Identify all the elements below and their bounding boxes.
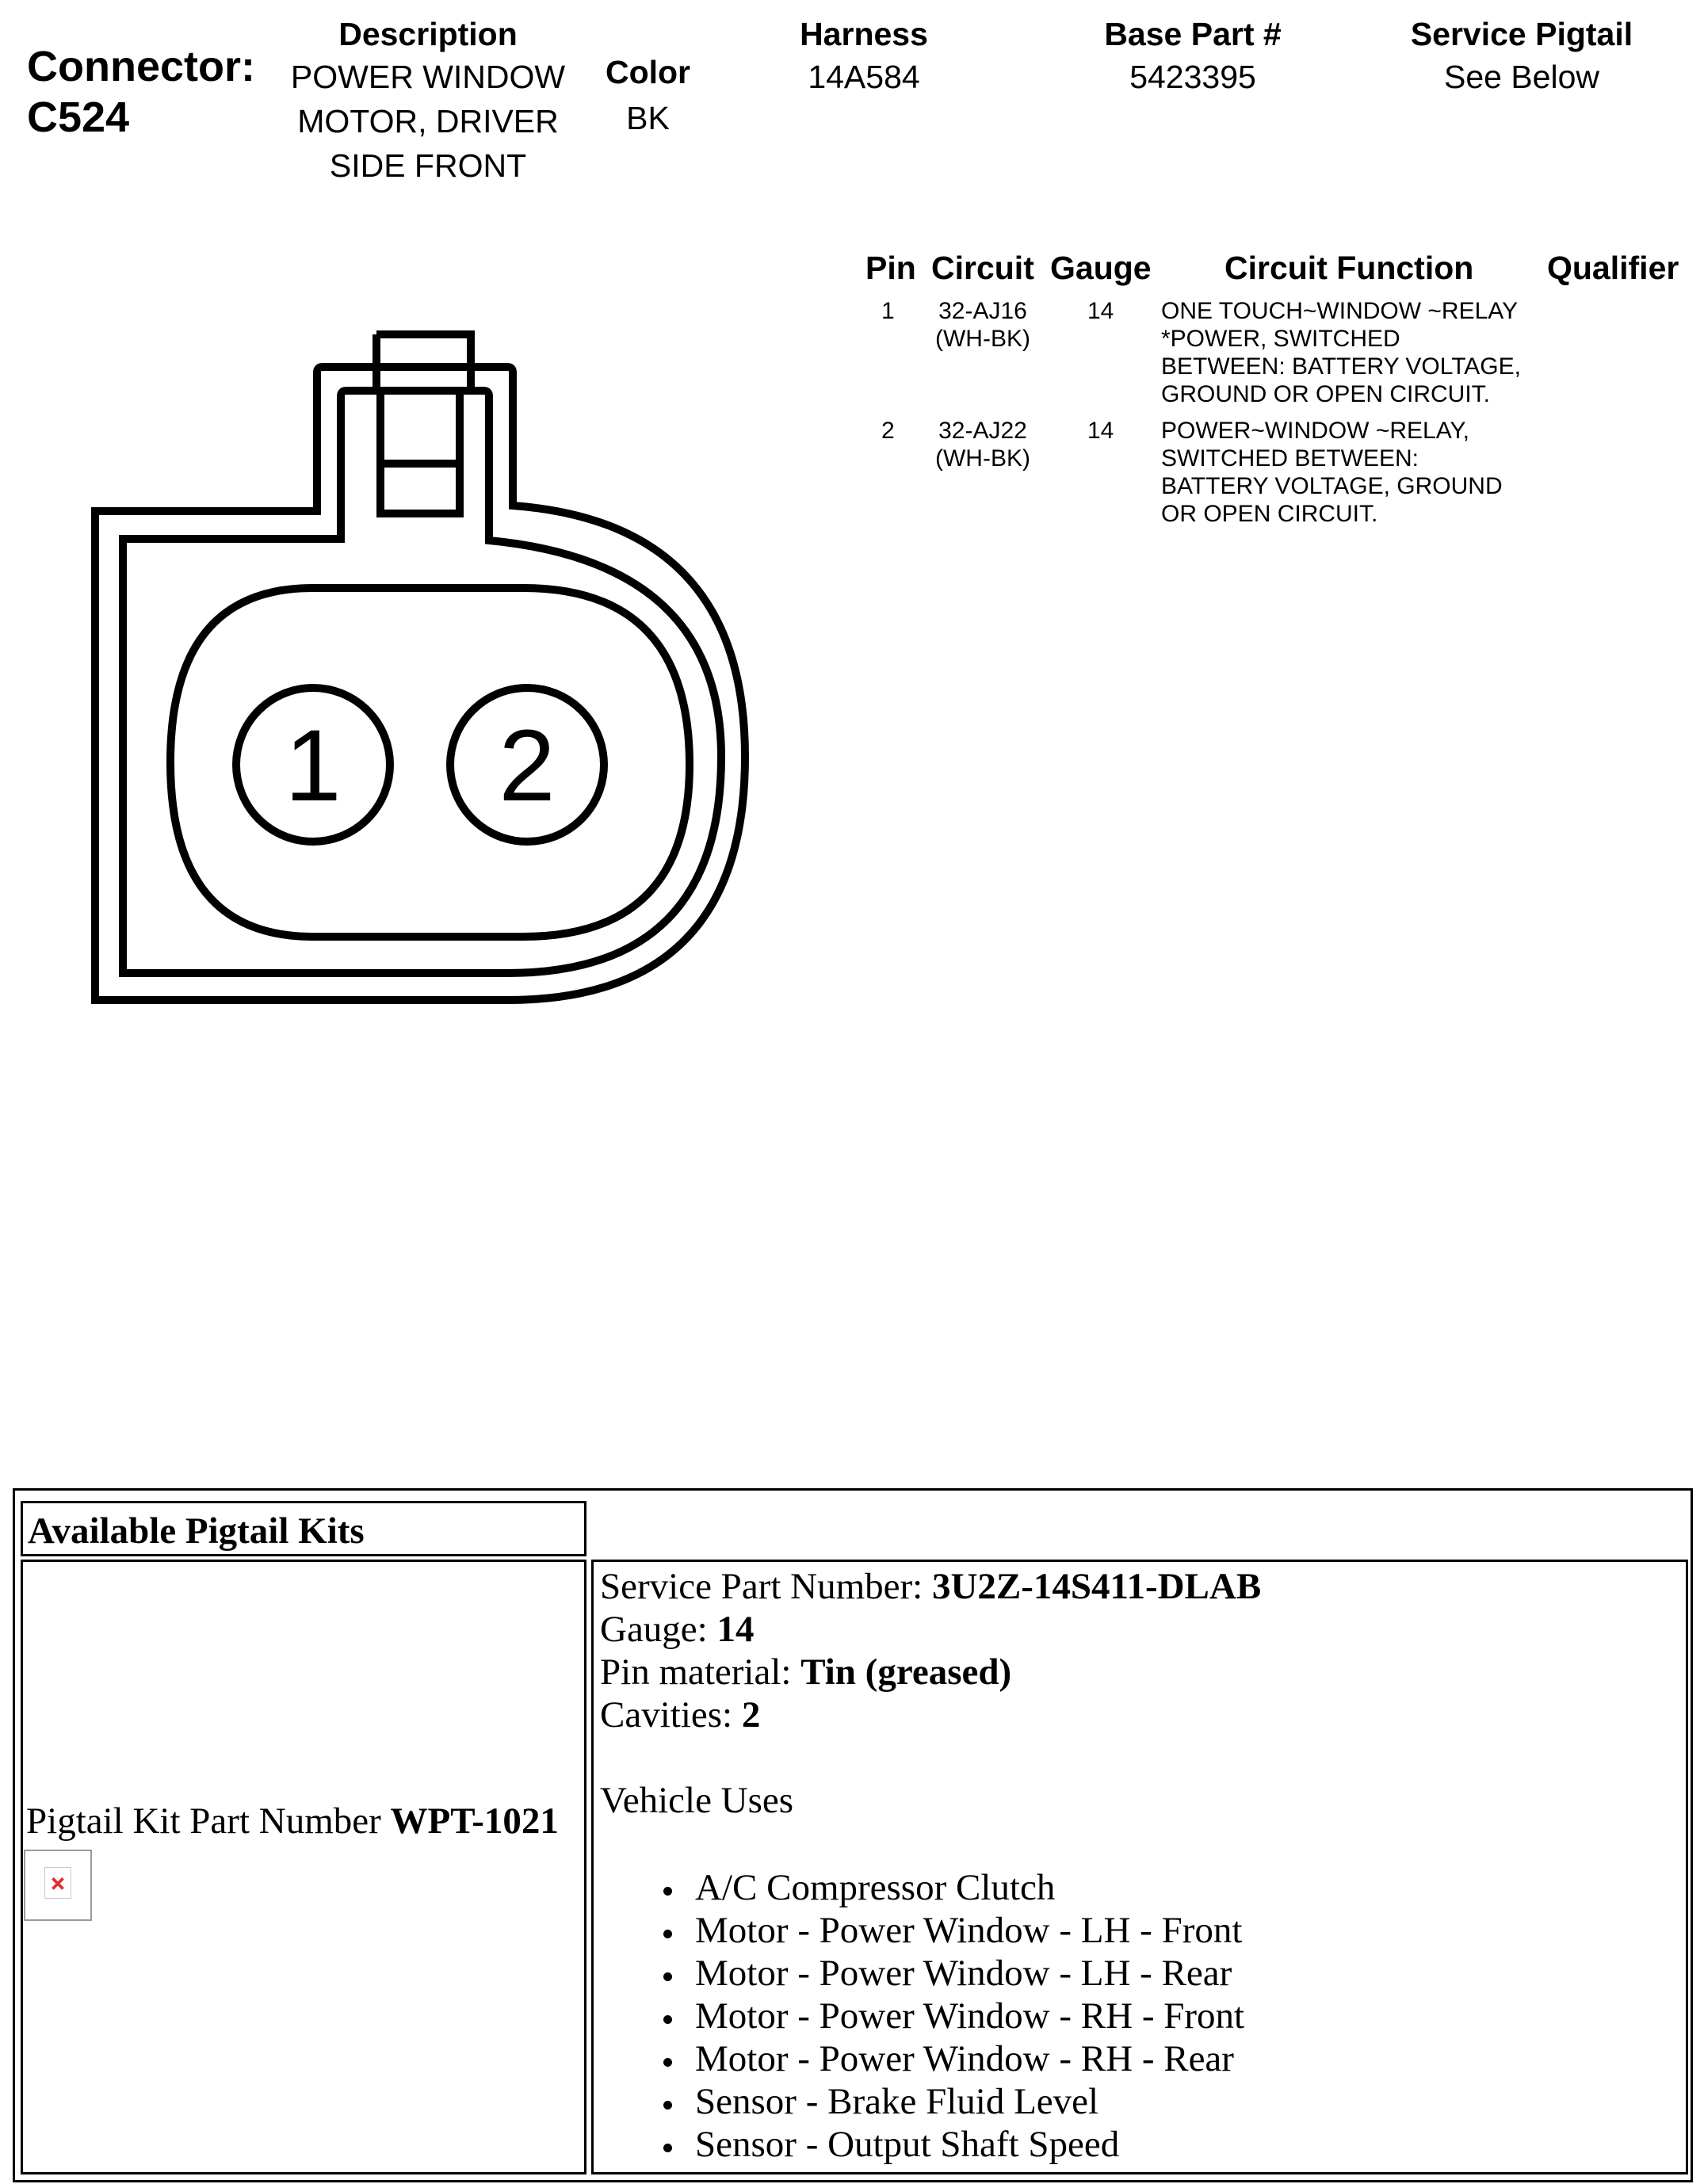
pigtail-kit-cell [21, 1560, 586, 2174]
pin-material-line [600, 1651, 1686, 1693]
vehicle-use-item: Motor - Power Window - LH - Rear [600, 1952, 1686, 1995]
cavities-value: 2 [741, 1694, 761, 1735]
row-1-pin: 1 [881, 298, 895, 324]
kit-number-line [26, 1800, 559, 1842]
row-2-circuit-color: (WH-BK) [935, 445, 1030, 472]
vehicle-use-item: Sensor - Brake Fluid Level [600, 2080, 1686, 2123]
kit-image-placeholder [24, 1850, 92, 1921]
row-1-function-line: GROUND OR OPEN CIRCUIT. [1161, 381, 1491, 407]
col-header-circuit-function: Circuit Function [1225, 250, 1474, 286]
row-2-circuit [935, 417, 1030, 472]
col-header-gauge: Gauge [1050, 250, 1152, 286]
row-2-function [1161, 417, 1503, 528]
vehicle-use-item: Sensor - Output Shaft Speed [600, 2123, 1686, 2166]
base-part-value: 5423395 [1129, 59, 1256, 95]
vehicle-use-item: Motor - Power Window - RH - Rear [600, 2037, 1686, 2080]
vehicle-use-item: A/C Compressor Clutch [600, 1866, 1686, 1909]
description-line: SIDE FRONT [329, 147, 527, 184]
service-pigtail-block [1379, 16, 1664, 99]
harness-value: 14A584 [808, 59, 920, 95]
vehicle-use-item: Motor - Power Window - RH - Front [600, 1995, 1686, 2037]
row-2-function-line: POWER~WINDOW ~RELAY, [1161, 418, 1469, 444]
cavity-outline [170, 588, 690, 937]
gauge-value: 14 [716, 1609, 755, 1650]
service-part-value: 3U2Z-14S411-DLAB [931, 1566, 1262, 1607]
row-2-pin: 2 [881, 418, 895, 444]
connector-label: Connector: [27, 43, 255, 90]
row-1-function [1161, 297, 1521, 408]
row-2-function-line: SWITCHED BETWEEN: [1161, 445, 1419, 472]
row-1-function-line: BETWEEN: BATTERY VOLTAGE, [1161, 353, 1521, 380]
cavities-line [600, 1693, 1686, 1736]
service-part-label: Service Part Number: [600, 1566, 932, 1607]
vehicle-uses-list [600, 1866, 1686, 2166]
pigtail-details-cell [591, 1560, 1688, 2174]
pigtail-title-cell [21, 1501, 586, 1556]
row-1-gauge: 14 [1087, 298, 1114, 324]
description-label: Description [338, 16, 518, 52]
service-part-line [600, 1565, 1686, 1608]
base-part-label: Base Part # [1104, 16, 1282, 52]
pin-1-number: 1 [285, 709, 342, 823]
latch-window [380, 391, 460, 514]
row-2-gauge: 14 [1087, 418, 1114, 444]
col-header-pin: Pin [865, 250, 916, 286]
description-line: MOTOR, DRIVER [297, 103, 559, 139]
kit-number-label: Pigtail Kit Part Number [26, 1800, 391, 1842]
base-part-block [1062, 16, 1324, 99]
broken-image-icon [44, 1867, 71, 1899]
pin-material-label: Pin material: [600, 1651, 801, 1693]
color-value: BK [626, 100, 670, 136]
vehicle-use-item: Motor - Power Window - LH - Front [600, 1909, 1686, 1952]
connector-face-diagram [0, 0, 777, 1030]
col-header-circuit: Circuit [931, 250, 1034, 286]
service-pigtail-value: See Below [1443, 59, 1599, 95]
connector-id: C524 [27, 94, 130, 141]
cavities-label: Cavities: [600, 1694, 742, 1735]
pigtail-title: Available Pigtail Kits [28, 1510, 365, 1552]
row-1-function-line: ONE TOUCH~WINDOW ~RELAY [1161, 298, 1519, 324]
vehicle-uses-label: Vehicle Uses [600, 1780, 794, 1821]
harness-label: Harness [800, 16, 928, 52]
kit-number-value: WPT-1021 [390, 1800, 559, 1842]
row-1-circuit [935, 297, 1030, 353]
latch-tab [376, 334, 471, 391]
row-1-function-line: *POWER, SWITCHED [1161, 326, 1400, 352]
row-2-circuit-id: 32-AJ22 [938, 418, 1027, 444]
description-line: POWER WINDOW [290, 59, 566, 95]
row-1-circuit-color: (WH-BK) [935, 326, 1030, 352]
pin-material-value: Tin (greased) [800, 1651, 1012, 1693]
row-2-function-line: OR OPEN CIRCUIT. [1161, 501, 1378, 527]
row-2-function-line: BATTERY VOLTAGE, GROUND [1161, 473, 1503, 499]
color-label: Color [605, 54, 691, 90]
row-1-circuit-id: 32-AJ16 [938, 298, 1027, 324]
gauge-line [600, 1608, 1686, 1651]
col-header-qualifier: Qualifier [1547, 250, 1679, 286]
harness-block [761, 16, 967, 99]
connector-inner-outline [123, 391, 721, 973]
pin-2-number: 2 [499, 709, 556, 823]
gauge-label: Gauge: [600, 1609, 717, 1650]
service-pigtail-label: Service Pigtail [1410, 16, 1633, 52]
